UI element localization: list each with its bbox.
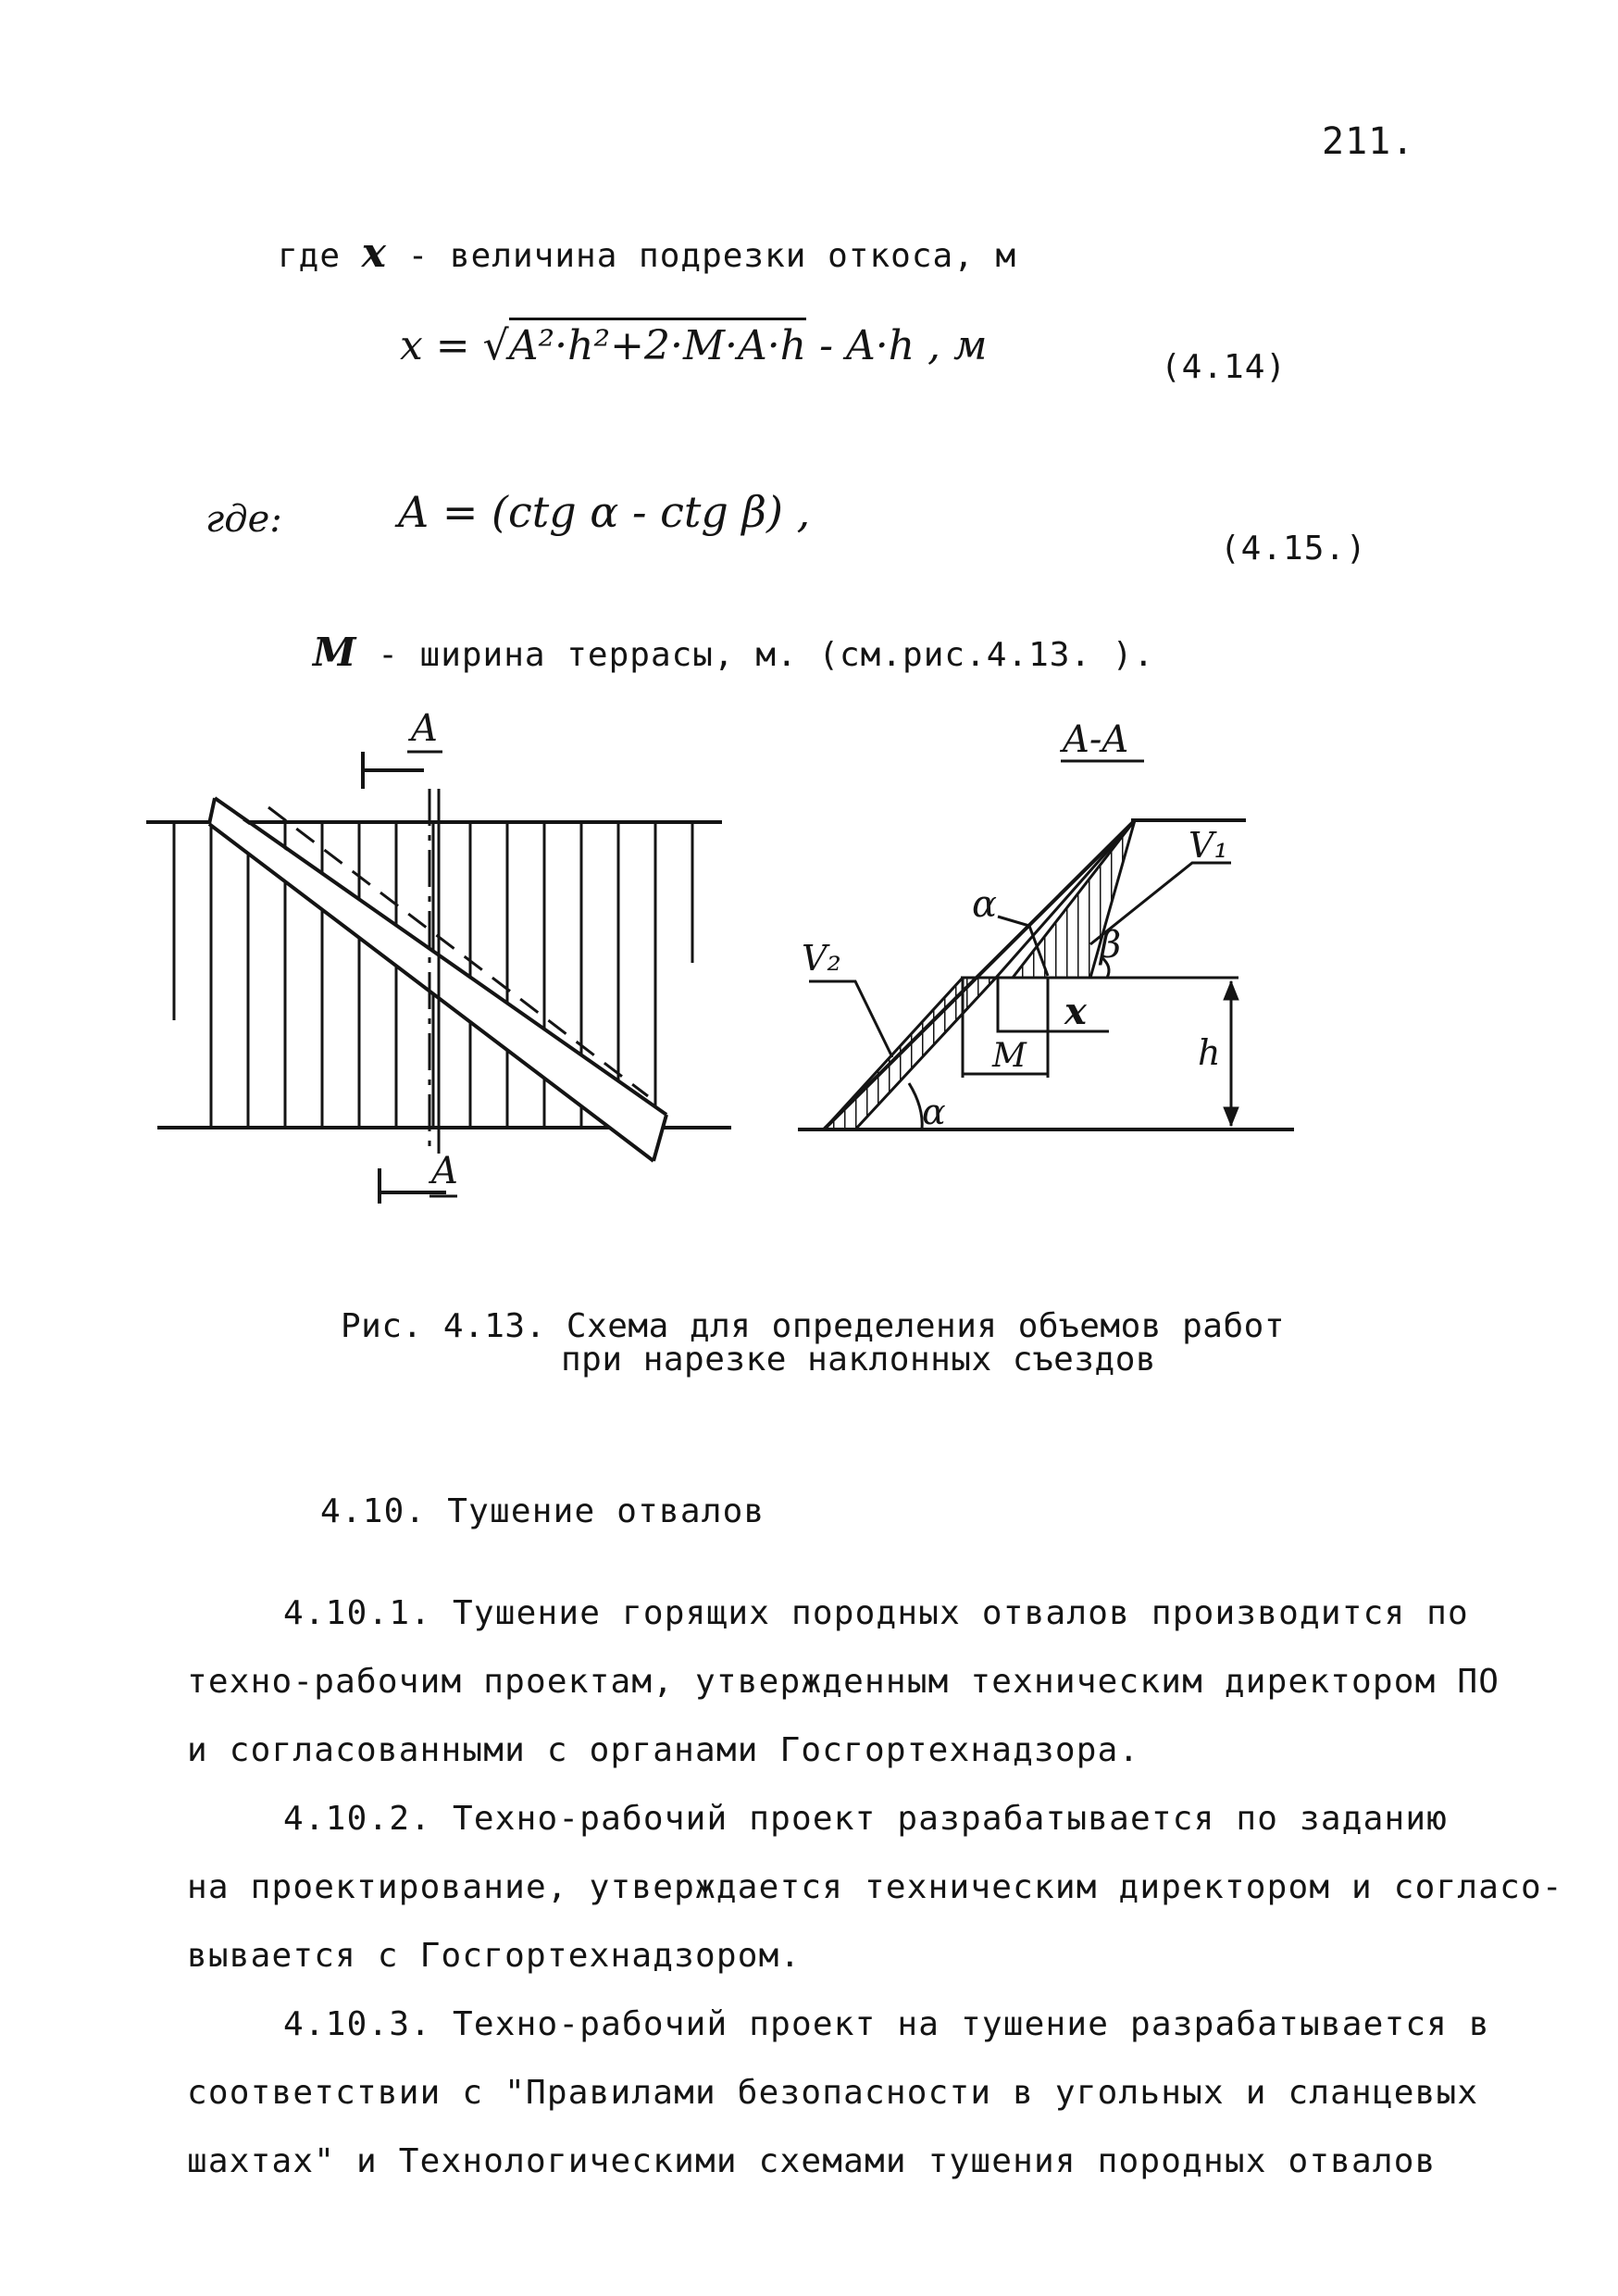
label-v2: V₂ [802,938,841,979]
ramp-band-edge-bottom [209,824,653,1161]
plan-view [146,752,731,1204]
where-x-text: - величина подрезки откоса, м [407,237,1017,275]
paragraph-line: 4.10.3. Техно-рабочий проект на тушение разрабатывается в [283,2005,1490,2043]
ramp-dashed-line [268,807,648,1096]
section-view [798,761,1294,1129]
label-h: h [1198,1032,1221,1073]
section-heading: 4.10. Тушение отвалов [320,1492,765,1530]
paragraph-line: шахтах" и Технологическими схемами тушения породных отвалов [187,2142,1437,2180]
alpha-arc-bottom [909,1083,922,1129]
label-x: x [1064,990,1087,1033]
where-prefix: где [278,237,342,275]
h-arrow-bottom [1224,1107,1238,1126]
formula-415-label: где: [205,498,282,541]
radical-sign: √ [482,322,509,369]
label-alpha-top: α [972,883,998,926]
paragraph-line: соответствии с "Правилами безопасности в угольных и сланцевых [187,2074,1479,2112]
m-symbol: M [313,630,357,675]
label-beta: β [1100,924,1122,967]
section-label-bottom: A [431,1150,458,1192]
paragraph-line: 4.10.2. Техно-рабочий проект разрабатывается по заданию [283,1800,1449,1838]
paragraph-line: и согласованными с органами Госгортехнадзора. [187,1731,1140,1769]
label-alpha-bottom: α [922,1092,946,1132]
section-label-top: A [411,707,438,750]
cut-rectangle [998,978,1048,1031]
v2-leader [809,981,892,1057]
v2-hatched-zone [824,978,996,1129]
paragraph-line: вывается с Госгортехнадзором. [187,1937,802,1975]
formula-414-radical: A²·h²+2·M·A·h [509,318,806,369]
ramp-band-edge-top [215,798,666,1115]
label-v1: V₁ [1189,825,1228,866]
figure-caption-line1: Рис. 4.13. Схема для определения объемов работ [341,1307,1285,1345]
label-m: M [992,1037,1027,1075]
figure-caption-line2: при нарезке наклонных съездов [561,1341,1157,1379]
formula-414-tail: - A·h , м [819,322,988,369]
formula-415-number: (4.15.) [1220,530,1367,568]
h-arrow-top [1224,981,1238,1000]
paragraph-line: 4.10.1. Тушение горящих породных отвалов производится по [283,1594,1469,1632]
section-marker-top [363,752,424,789]
paragraph-line: на проектирование, утверждается техническим директором и согласо- [187,1868,1563,1906]
m-text: - ширина террасы, м. (см.рис.4.13. ). [378,636,1155,674]
paragraph-line: техно-рабочим проектам, утвержденным техническим директором ПО [187,1663,1500,1701]
formula-414-lhs: x = [400,322,470,369]
page-number: 211. [1322,120,1415,163]
section-title: A-A [1063,718,1129,761]
formula-415-expr: A = (ctg α - ctg β) , [398,487,811,537]
formula-414-number: (4.14) [1161,348,1288,386]
x-symbol: x [361,230,387,277]
